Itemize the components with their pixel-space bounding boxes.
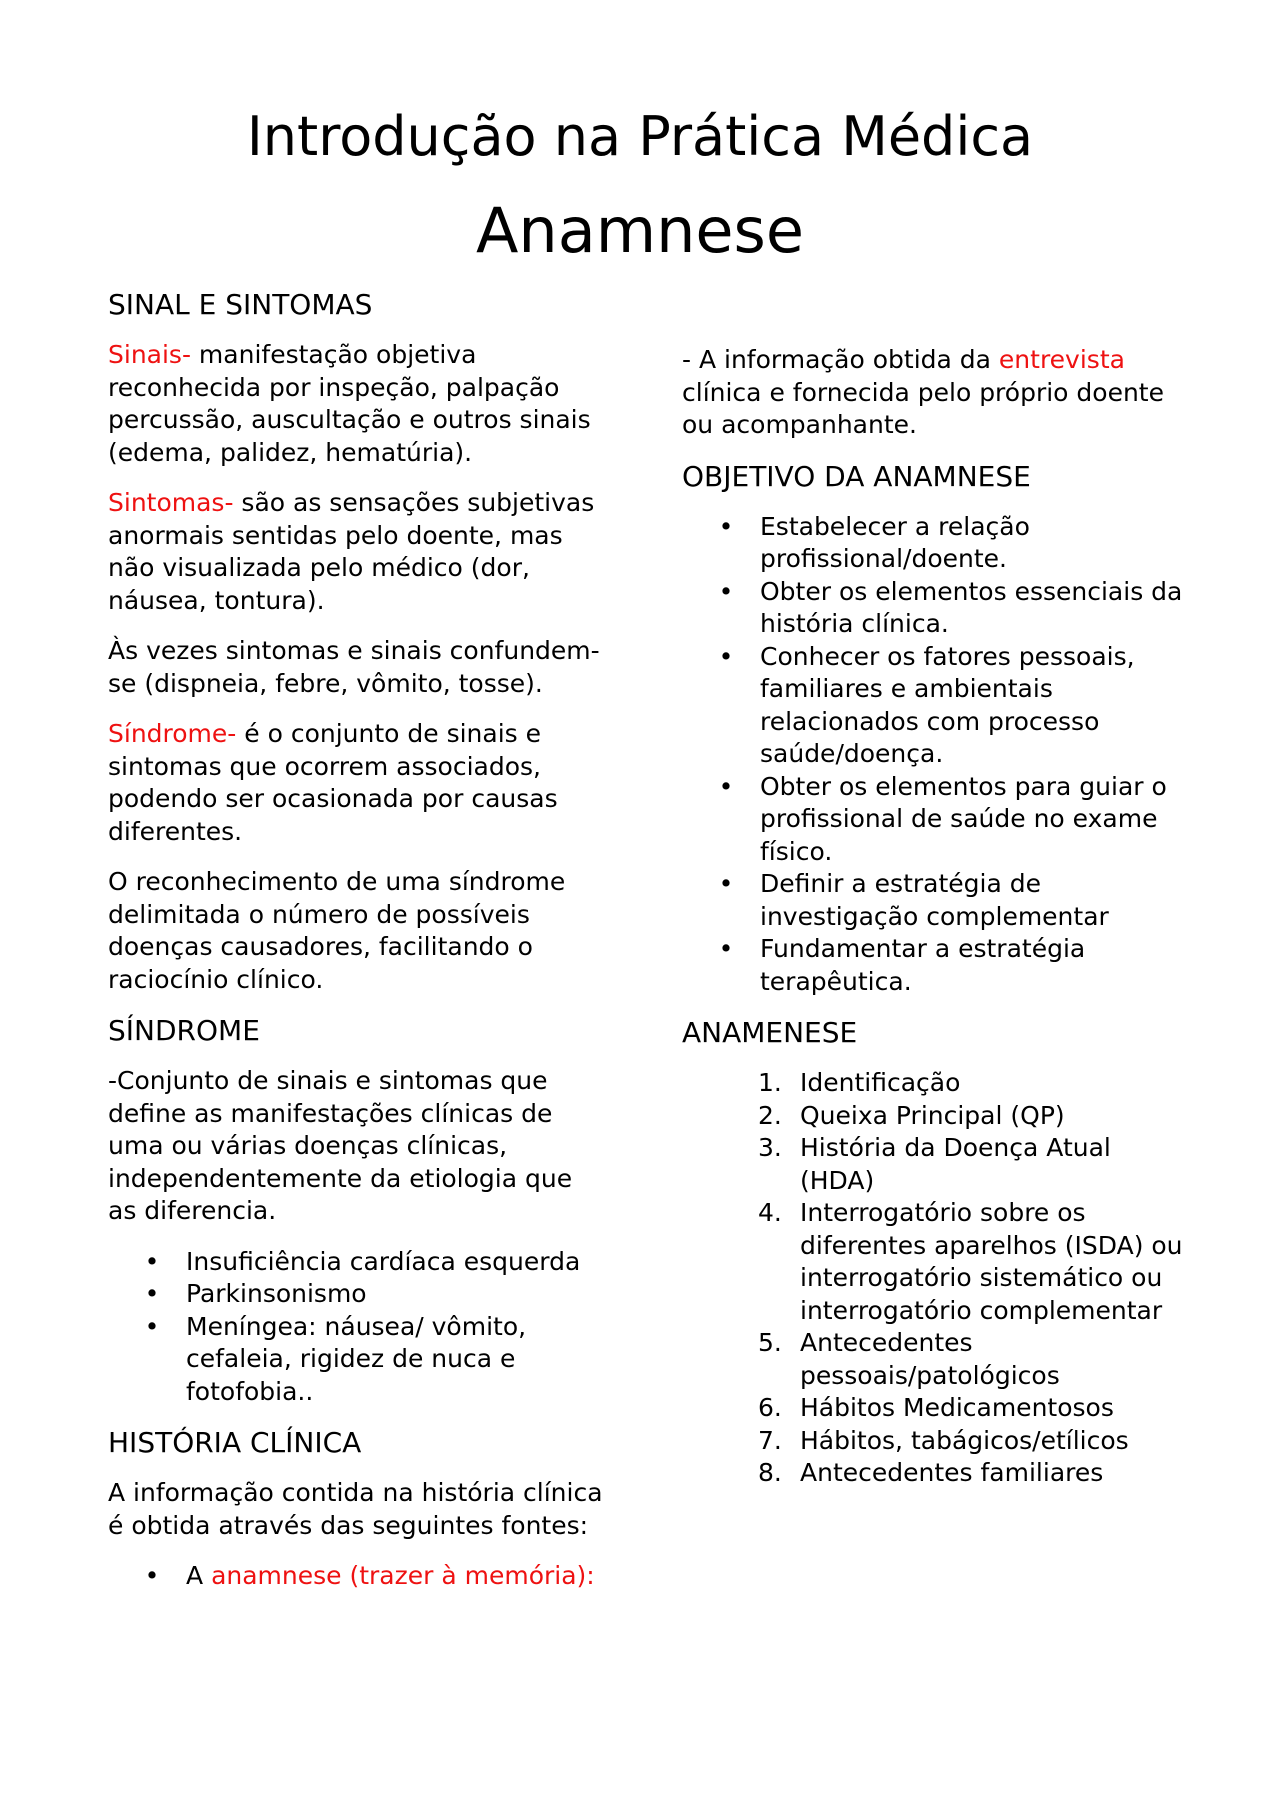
bullet-icon: • (718, 511, 734, 541)
list-item: • Parkinsonismo (108, 1278, 608, 1311)
list-number: 7. (758, 1425, 782, 1455)
heading-objetivo: OBJETIVO DA ANAMNESE (682, 459, 1031, 493)
paragraph-as-vezes: Às vezes sintomas e sinais confundem-se (dispneia, febre, vômito, tosse). (108, 636, 600, 698)
text-sindrome: é o conjunto de sinais e sintomas que ocorrem associados, podendo ser ocasionada por causas diferentes. (108, 719, 558, 846)
list-number: 8. (758, 1458, 782, 1487)
heading-anamenese: ANAMENESE (682, 1016, 858, 1049)
text-sinais: manifestação objetiva reconhecida por inspeção, palpação percussão, auscultação e outros sinais (edema, palidez, hematúria). (108, 340, 591, 467)
bullet-icon: • (144, 1561, 160, 1590)
term-entrevista: entrevista (998, 345, 1125, 374)
bullet-icon: • (144, 1246, 160, 1276)
list-item: • Meníngea: náusea/ vômito, cefaleia, rigidez de nuca e fotofobia.. (108, 1311, 608, 1409)
list-item: 7. Hábitos, tabágicos/etílicos (682, 1425, 1192, 1458)
list-item: 4. Interrogatório sobre os diferentes aparelhos (ISDA) ou interrogatório sistemático ou interrogatório complementar (758, 1198, 1183, 1325)
paragraph-reconhecimento: O reconhecimento de uma síndrome delimitada o número de possíveis doenças causadores, facilitando o raciocínio clínico. (108, 867, 566, 994)
list-item: 5. Antecedentes pessoais/patológicos (758, 1328, 1060, 1390)
bullet-icon: • (718, 934, 734, 963)
list-item: • Obter os elementos essenciais da história clínica. (682, 576, 1192, 641)
right-column (682, 344, 1192, 1508)
list-item: • Estabelecer a relação profissional/doente. (682, 511, 1192, 576)
list-item: 6. Hábitos Medicamentosos (682, 1392, 1192, 1425)
sindrome-list (108, 1246, 608, 1409)
left-column (108, 288, 608, 1611)
list-item: • Fundamentar a estratégia terapêutica. (682, 933, 1192, 998)
list-item: • A anamnese (trazer à memória): (108, 1560, 608, 1593)
list-number: 4. (758, 1198, 782, 1227)
paragraph-sinais (108, 339, 608, 469)
heading-sinal-sintomas: SINAL E SINTOMAS (108, 288, 373, 321)
term-sindrome: Síndrome- (108, 719, 237, 748)
paragraph-sintomas (108, 487, 608, 617)
text-sintomas: são as sensações subjetivas anormais sentidas pelo doente, mas não visualizada pelo médico (dor, náusea, tontura). (108, 488, 595, 615)
list-number: 1. (758, 1068, 782, 1097)
list-item: • Conhecer os fatores pessoais, familiares e ambientais relacionados com processo saúde/doença. (682, 641, 1192, 771)
bullet-icon: • (718, 641, 734, 671)
list-number: 6. (758, 1393, 782, 1422)
paragraph-conjunto: -Conjunto de sinais e sintomas que define as manifestações clínicas de uma ou várias doenças clínicas, independentemente da etiologia que as diferencia. (108, 1066, 573, 1225)
objetivo-list (682, 511, 1192, 999)
document-title: Introdução na Prática Médica (246, 105, 1034, 168)
anamenese-list (682, 1067, 1192, 1490)
heading-historia-clinica: HISTÓRIA CLÍNICA (108, 1426, 362, 1459)
fontes-list (108, 1560, 608, 1593)
heading-sindrome: SÍNDROME (108, 1014, 260, 1047)
bullet-icon: • (144, 1311, 160, 1341)
list-item: 1. Identificação (682, 1067, 1192, 1100)
list-item: • Definir a estratégia de investigação complementar (682, 868, 1192, 933)
term-sinais: Sinais- (108, 340, 191, 369)
list-item: • Obter os elementos para guiar o profissional de saúde no exame físico. (682, 771, 1192, 869)
bullet-icon: • (718, 869, 734, 898)
list-item: 2. Queixa Principal (QP) (682, 1100, 1192, 1133)
bullet-icon: • (718, 576, 734, 606)
list-number: 5. (758, 1328, 782, 1357)
paragraph-sindrome (108, 718, 608, 848)
list-item: 3. História da Doença Atual (HDA) (758, 1133, 1111, 1195)
list-number: 2. (758, 1100, 782, 1130)
bullet-icon: • (144, 1279, 160, 1308)
bullet-icon: • (718, 771, 734, 801)
term-sintomas: Sintomas- (108, 488, 234, 517)
list-item: • Insuficiência cardíaca esquerda (108, 1246, 608, 1279)
list-item: 8. Antecedentes familiares (682, 1457, 1192, 1490)
list-number: 3. (758, 1133, 782, 1162)
paragraph-informacao-contida: A informação contida na história clínica é obtida através das seguintes fontes: (108, 1478, 603, 1540)
paragraph-entrevista: - A informação obtida da entrevista clínica e fornecida pelo próprio doente ou acompanhante. (682, 345, 1164, 439)
document-subtitle: Anamnese (476, 194, 804, 267)
